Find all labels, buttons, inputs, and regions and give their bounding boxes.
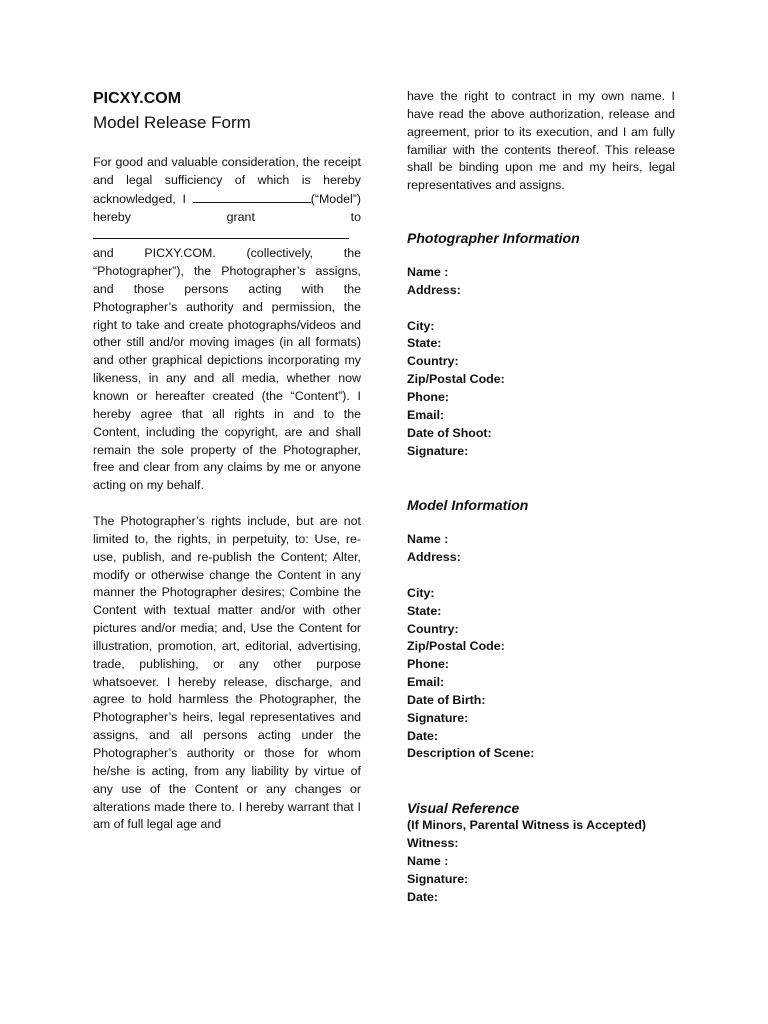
grantee-blank[interactable] (93, 226, 349, 239)
model-email-label: Email: (407, 675, 445, 690)
visual-reference-heading: Visual Reference (407, 800, 520, 817)
model-signature-label: Signature: (407, 710, 469, 725)
to-text: to (350, 209, 361, 224)
model-name-label: Name : (407, 532, 449, 547)
photographer-signature-label: Signature: (407, 443, 469, 458)
model-name-blank[interactable] (193, 190, 311, 203)
consideration-intro: For good and valuable consideration, the receipt and legal sufficiency of which is hereby acknowledged, I (93, 155, 361, 206)
model-country-label: Country: (407, 621, 459, 636)
photographer-info-heading: Photographer Information (407, 230, 580, 247)
left-column (93, 88, 361, 834)
photographer-city-label: City: (407, 318, 435, 333)
form-title: Model Release Form (93, 113, 251, 132)
photographer-state-label: State: (407, 336, 442, 351)
model-state-label: State: (407, 603, 442, 618)
model-phone-label: Phone: (407, 657, 449, 672)
photographer-phone-label: Phone: (407, 389, 449, 404)
model-date-label: Date: (407, 728, 438, 743)
model-grant-text: (“Model”) hereby grant (93, 191, 361, 224)
minor-witness-note: (If Minors, Parental Witness is Accepted) (407, 818, 647, 833)
consideration-paragraph (93, 154, 361, 495)
model-zip-label: Zip/Postal Code: (407, 639, 505, 654)
photographer-email-label: Email: (407, 407, 445, 422)
witness-date-label: Date: (407, 889, 438, 904)
photographer-shoot-date-label: Date of Shoot: (407, 425, 492, 440)
model-info-heading: Model Information (407, 497, 529, 514)
grant-terms-text: and PICXY.COM. (collectively, the “Photographer”), the Photographer’s assigns, and those persons acting with the Photographer’s authority and permission, the right to take and create photographs/videos and other still and/or moving images (in all formats) and other graphical depictions incorporating my likeness, in any and all media, whether now known or hereafter created (the “Content”). I hereby agree that all rights in and to the Content, including the copyright, are and shall remain the sole property of the Photographer, free and clear from any claims by me or anyone acting on my behalf. (93, 246, 361, 493)
rights-paragraph-continued: have the right to contract in my own name. I have read the above authorization, release and agreement, prior to its execution, and I am fully familiar with the contents thereof. This release shall be binding upon me and my heirs, legal representatives and assigns. (407, 89, 675, 193)
photographer-country-label: Country: (407, 354, 459, 369)
witness-name-label: Name : (407, 854, 449, 868)
photographer-address-label: Address: (407, 282, 461, 297)
photographer-zip-label: Zip/Postal Code: (407, 372, 505, 387)
scene-description-label: Description of Scene: (407, 746, 535, 761)
rights-paragraph: The Photographer’s rights include, but are not limited to, the rights, in perpetuity, to: Use, re-use, publish, and re-publish the Content; Alter, modify or otherwise change the Content in any manner the Photographer desires; Combine the Content with textual matter and/or with other pictures and/or media; and, Use the Content for illustration, promotion, art, editorial, advertising, trade, publishing, or any other purpose whatsoever. I hereby release, discharge, and agree to hold harmless the Photographer, the Photographer’s heirs, legal representatives and assigns, and all persons acting under the Photographer’s authority or those for whom he/she is acting, from any liability by virtue of any use of the Content or any changes or alterations made there to. I hereby warrant that I am of full legal age and (93, 514, 361, 832)
witness-signature-label: Signature: (407, 871, 469, 886)
witness-fields (407, 835, 675, 906)
photographer-name-label: Name : (407, 265, 449, 280)
model-city-label: City: (407, 585, 435, 600)
model-fields (407, 531, 675, 763)
model-address-label: Address: (407, 550, 461, 565)
photographer-fields (407, 264, 675, 460)
brand-name: PICXY.COM (93, 90, 182, 107)
witness-label: Witness: (407, 836, 459, 851)
right-column (407, 88, 675, 907)
model-birth-date-label: Date of Birth: (407, 692, 486, 707)
